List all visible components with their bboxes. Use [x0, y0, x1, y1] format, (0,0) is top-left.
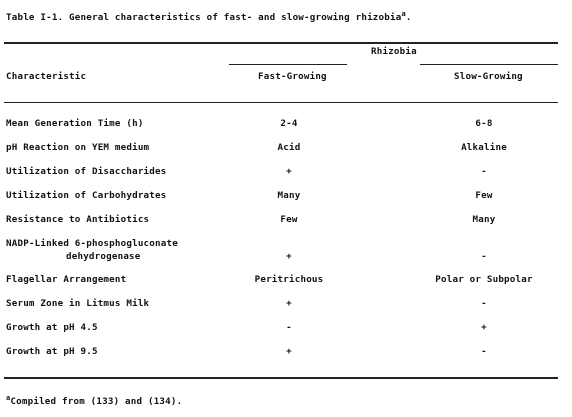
top-rule — [4, 42, 558, 44]
fast-header-rule — [229, 64, 347, 65]
table-title: Table I-1. General characteristics of fast- and slow-growing rhizobia$^a$. — [6, 9, 412, 23]
header-bottom-rule — [4, 102, 558, 103]
row-characteristic: Utilization of Disaccharides — [6, 166, 167, 177]
row-fast-value: Peritrichous — [254, 274, 324, 285]
table-row — [0, 214, 572, 226]
header-slow-growing: Slow-Growing — [454, 71, 523, 82]
row-fast-value: + — [286, 251, 292, 262]
row-slow-value: + — [481, 322, 487, 333]
table-row — [0, 274, 572, 286]
table-row — [0, 322, 572, 334]
row-characteristic: Growth at pH 4.5 — [6, 322, 98, 333]
row-characteristic: Utilization of Carbohydrates — [6, 190, 167, 201]
header-group-rhizobia: Rhizobia — [371, 46, 417, 57]
row-fast-value: + — [286, 346, 292, 357]
bottom-rule — [4, 377, 558, 379]
table-row — [0, 118, 572, 130]
row-fast-value: 2-4 — [280, 118, 298, 129]
row-characteristic-continued: dehydrogenase — [66, 251, 141, 262]
header-fast-growing: Fast-Growing — [258, 71, 327, 82]
table-row — [0, 142, 572, 154]
row-characteristic: Mean Generation Time (h) — [6, 118, 144, 129]
row-fast-value: + — [286, 166, 292, 177]
table-row — [0, 346, 572, 358]
row-characteristic: Growth at pH 9.5 — [6, 346, 98, 357]
table-row — [0, 190, 572, 202]
row-slow-value: - — [481, 166, 487, 177]
table-title-text: Table I-1. General characteristics of fast- and slow-growing rhizobia — [6, 12, 402, 23]
row-fast-value: - — [286, 322, 292, 333]
row-characteristic: pH Reaction on YEM medium — [6, 142, 150, 153]
footnote-marker: a — [6, 393, 11, 402]
row-slow-value: - — [481, 298, 487, 309]
row-characteristic: Serum Zone in Litmus Milk — [6, 298, 150, 309]
table-footnote — [6, 393, 183, 407]
row-slow-value: 6-8 — [475, 118, 493, 129]
table-row-continuation — [0, 251, 572, 263]
footnote-text: Compiled from (133) and (134). — [10, 396, 183, 407]
row-slow-value: Polar or Subpolar — [435, 274, 533, 285]
slow-header-rule — [420, 64, 558, 65]
row-characteristic: NADP-Linked 6-phosphogluconate — [6, 238, 178, 249]
row-fast-value: Acid — [277, 142, 301, 153]
header-characteristic: Characteristic — [6, 71, 87, 82]
row-fast-value: Few — [280, 214, 298, 225]
table-row — [0, 238, 572, 250]
row-characteristic: Flagellar Arrangement — [6, 274, 127, 285]
row-slow-value: Many — [472, 214, 496, 225]
title-footnote-marker: a — [401, 9, 406, 18]
row-fast-value: Many — [277, 190, 301, 201]
table-row — [0, 166, 572, 178]
table-row — [0, 298, 572, 310]
row-fast-value: + — [286, 298, 292, 309]
row-characteristic: Resistance to Antibiotics — [6, 214, 150, 225]
row-slow-value: - — [481, 251, 487, 262]
row-slow-value: Alkaline — [461, 142, 507, 153]
row-slow-value: Few — [475, 190, 493, 201]
row-slow-value: - — [481, 346, 487, 357]
